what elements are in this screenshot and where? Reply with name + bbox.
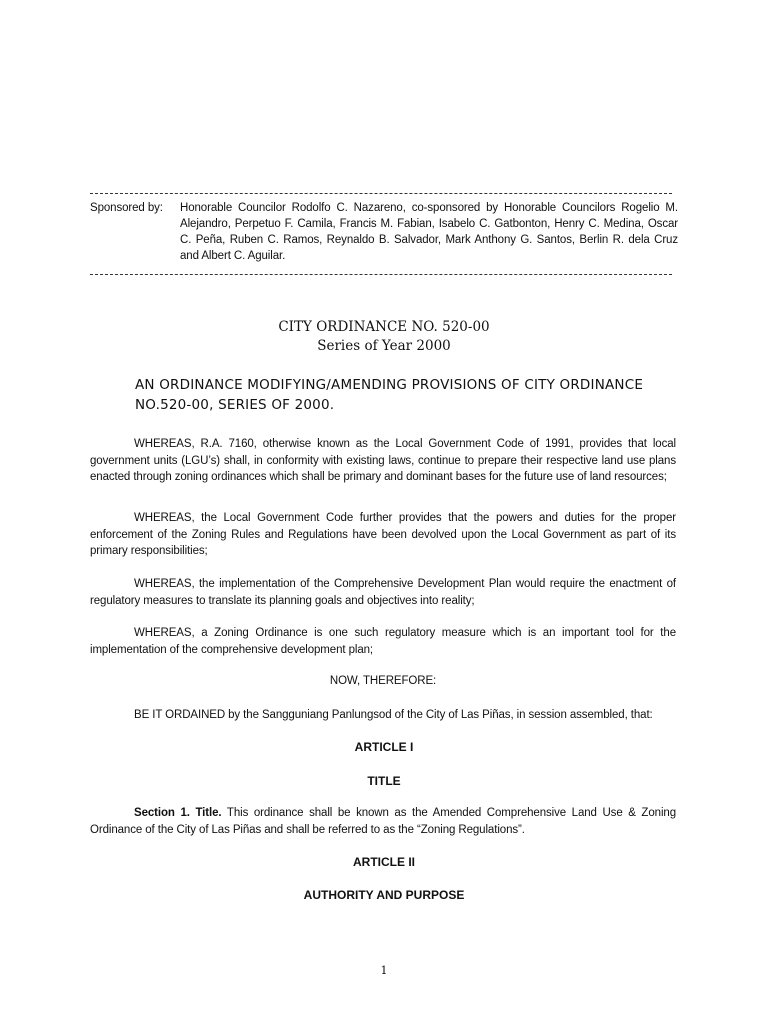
page-number: 1 [380,964,388,977]
section-1-text: This ordinance shall be known as the Amended Comprehensive Land Use & Zoning Ordinance of the City of Las Piñas and shall be referred to as the “Zoning Regulations”. [90,807,676,836]
article-1-label: ARTICLE I [354,740,414,754]
whereas-clause-3: WHEREAS, the implementation of the Comprehensive Development Plan would require the enactment of regulatory measures to translate its planning goals and objectives into reality; [90,578,676,607]
sponsor-label: Sponsored by: [90,202,163,214]
ordinance-number: CITY ORDINANCE NO. 520-00 [278,319,490,335]
ordained-clause: BE IT ORDAINED by the Sangguniang Panlungsod of the City of Las Piñas, in session assembled, that: [134,709,653,721]
now-therefore: NOW, THEREFORE: [329,675,437,687]
article-1-title: TITLE [367,774,401,788]
dashed-divider-bottom [90,274,672,275]
whereas-clause-2: WHEREAS, the Local Government Code further provides that the powers and duties for the proper enforcement of the Zoning Rules and Regulations have been devolved upon the Local Government as part of its primary responsibilities; [90,512,676,557]
section-1-label: Section 1. Title. [134,807,222,819]
sponsor-text: Honorable Councilor Rodolfo C. Nazareno, co-sponsored by Honorable Councilors Rogelio M. Alejandro, Perpetuo F. Camila, Francis M. Fabian, Isabelo C. Gatbonton, Henry C. Medina, Oscar C. Peña, Ruben C. Ramos, Reynaldo B. Salvador, Mark Anthony G. Santos, Berlin R. dela Cruz and Albert C. Aguilar. [180,202,678,262]
ordinance-heading: AN ORDINANCE MODIFYING/AMENDING PROVISIONS OF CITY ORDINANCE NO.520-00, SERIES OF 2000. [135,377,644,413]
dashed-divider-top [90,193,672,194]
article-2-title: AUTHORITY AND PURPOSE [303,888,465,902]
ordinance-title [0,318,768,356]
article-2-label: ARTICLE II [353,855,415,869]
whereas-clause-1: WHEREAS, R.A. 7160, otherwise known as the Local Government Code of 1991, provides that local government units (LGU’s) shall, in conformity with existing laws, continue to prepare their respective land use plans enacted through zoning ordinances which shall be primary and dominant bases for the future use of land resources; [90,438,676,483]
whereas-clause-4: WHEREAS, a Zoning Ordinance is one such regulatory measure which is an important tool for the implementation of the comprehensive development plan; [90,627,676,656]
section-1 [90,805,676,838]
ordinance-series: Series of Year 2000 [317,338,451,354]
